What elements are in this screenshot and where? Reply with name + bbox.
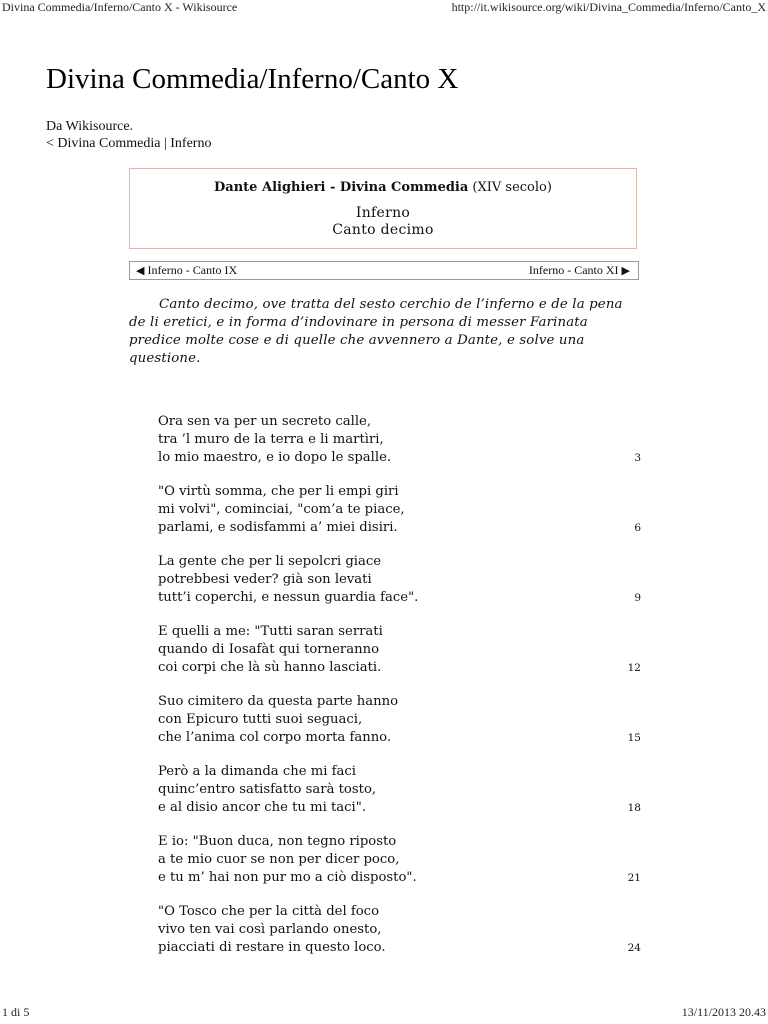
prev-canto-label: Inferno - Canto IX [147,263,238,277]
verse-line: e al disio ancor che tu mi taci". [158,800,367,815]
prev-canto-link[interactable] [136,263,237,278]
next-canto-label: Inferno - Canto XI [528,263,619,277]
print-header [0,0,768,16]
verse-number: 9 [634,592,641,604]
work-part: Inferno [355,205,411,221]
work-canto: Canto decimo [332,222,434,238]
canto-navigation [129,261,639,280]
verse-line: Però a la dimanda che mi faci [158,764,356,779]
verse-line: potrebbesi veder? già son levati [158,572,372,587]
verse-line: Ora sen va per un secreto calle, [158,414,372,429]
work-header-box [129,168,637,249]
tercet [158,833,641,887]
verse-line: quando di Iosafàt qui torneranno [158,642,380,657]
verse-line: tutt’i coperchi, e nessun guardia face". [158,590,419,605]
triangle-right-icon: ▶ [621,265,630,277]
triangle-left-icon: ◀ [136,265,145,277]
verse-line: tra ’l muro de la terra e li martìri, [158,432,384,447]
verse-line: Suo cimitero da questa parte hanno [158,694,399,709]
print-header-url: http://it.wikisource.org/wiki/Divina_Commedia/Inferno/Canto_X [451,0,766,14]
verse-line: vivo ten vai così parlando onesto, [158,922,382,937]
verse-line: lo mio maestro, e io dopo le spalle. [158,450,392,465]
print-header-title: Divina Commedia/Inferno/Canto X - Wikisource [2,0,238,14]
verse-line: che l’anima col corpo morta fanno. [158,730,392,745]
verse-number: 12 [627,662,641,674]
verse-line: coi corpi che là sù hanno lasciati. [158,660,382,675]
tercet [158,693,641,747]
verse-number: 21 [627,872,641,884]
verse-line: La gente che per li sepolcri giace [158,554,382,569]
verse-line: a te mio cuor se non per dicer poco, [158,852,400,867]
breadcrumb-link-divina-commedia[interactable]: Divina Commedia [57,136,161,151]
breadcrumb-link-inferno[interactable]: Inferno [170,136,212,151]
page-title: Divina Commedia/Inferno/Canto X [46,63,459,95]
tercet [158,553,641,607]
work-author-title[interactable]: Dante Alighieri - Divina Commedia [214,180,469,195]
tercet [158,483,641,537]
verse-line: "O Tosco che per la città del foco [158,904,380,919]
print-footer [0,1006,768,1024]
breadcrumb-separator: | [160,136,171,151]
verse-line: quinc’entro satisfatto sarà tosto, [158,782,377,797]
poem-text [158,413,641,973]
tercet [158,903,641,957]
verse-number: 18 [627,802,641,814]
verse-line: "O virtù somma, che per li empi giri [158,484,399,499]
verse-line: e tu m’ hai non pur mo a ciò disposto". [158,870,417,885]
verse-line: mi volvi", cominciai, "com’a te piace, [158,502,405,517]
canto-summary: Canto decimo, ove tratta del sesto cerchio de l’inferno e de la pena de li eretici, e in forma d’indovinare in persona di messer Farinata predice molte cose e di quelle che avvennero a Dante, e solve una questione. [129,297,623,366]
work-century: (XIV secolo) [468,180,552,195]
work-author-line [130,180,636,195]
tercet [158,413,641,467]
verse-line: E io: "Buon duca, non tegno riposto [158,834,397,849]
tercet [158,763,641,817]
breadcrumb [46,136,211,152]
print-timestamp: 13/11/2013 20.43 [681,1005,766,1019]
verse-number: 3 [634,452,641,464]
verse-line: parlami, e sodisfammi a’ miei disiri. [158,520,398,535]
verse-line: E quelli a me: "Tutti saran serrati [158,624,383,639]
verse-number: 6 [634,522,641,534]
verse-number: 15 [627,732,641,744]
breadcrumb-prefix: < [46,136,58,151]
next-canto-link[interactable] [529,263,630,278]
verse-number: 24 [627,942,641,954]
page-counter: 1 di 5 [2,1005,30,1019]
site-line: Da Wikisource. [46,119,134,134]
verse-line: con Epicuro tutti suoi seguaci, [158,712,363,727]
verse-line: piacciati di restare in questo loco. [158,940,386,955]
tercet [158,623,641,677]
